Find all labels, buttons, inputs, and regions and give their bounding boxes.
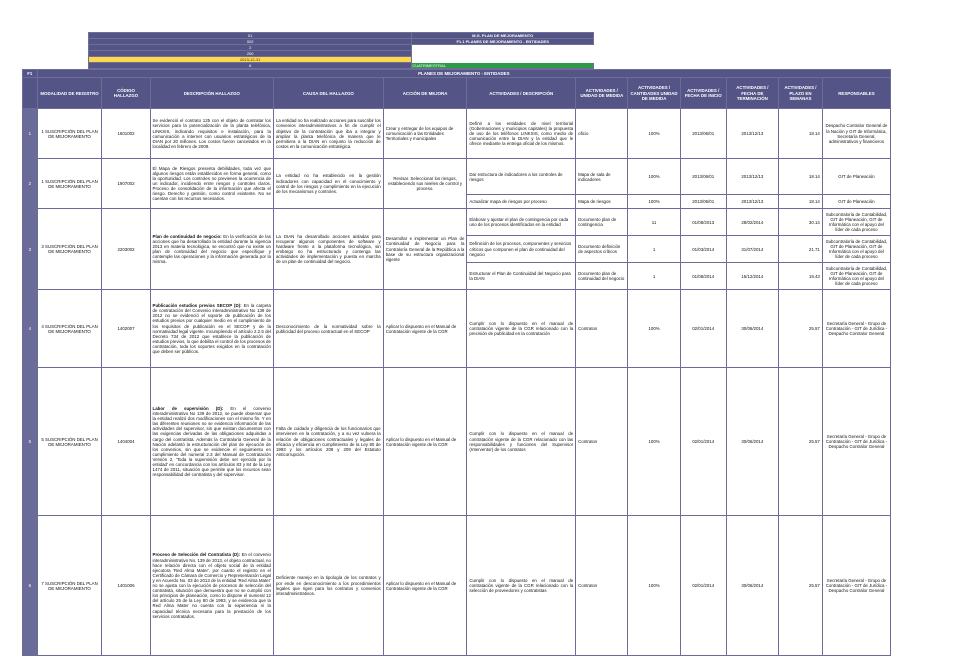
plazo-cell: 25.57 — [778, 516, 822, 656]
fin-cell: 2013/12/13 — [726, 109, 778, 159]
responsables-cell: Subcontraloría de Contabilidad, GIT de Planeación, GIT de Informática con el apoyo del líder de cada proceso — [822, 263, 890, 290]
header-key: 2013-12-31 — [89, 57, 412, 63]
fin-cell: 2013/12/13 — [726, 195, 778, 209]
header-key: 01 — [89, 33, 412, 39]
actividad-cell: Cumplir con lo dispuesto en el manual de contratación vigente de la CGR relacionado con las responsabilidades y funciones del Supervisor (Interventor) de los contratos — [467, 368, 576, 516]
table-row — [23, 109, 891, 159]
row-number: 3 — [23, 209, 38, 290]
accion-cell: Revisar. Seleccionar los riesgos, estableciendo sus niveles de control y proceso. — [383, 159, 467, 209]
header-value: M.G. PLAN DE MEJORAMIENTO — [412, 33, 594, 39]
row-number: 1 — [23, 109, 38, 159]
codigo-cell: 1404004 — [102, 368, 150, 516]
modalidad-cell: 4 SUSCRIPCIÓN DEL PLAN DE MEJORAMIENTO — [37, 290, 102, 368]
actividad-cell: Actualizar mapa de riesgos por proceso — [467, 195, 576, 209]
descripcion-cell — [150, 368, 273, 516]
actividad-cell: Definir a los entidades de nivel territorial (Gobernaciones y municipios capitales) la propuesta de uso de los teléfonos LINKSIS, como medio de comunicación entre la DIAN y la entidad que le ofrece mediante la entrega oficial de los mismos. — [467, 109, 576, 159]
plazo-cell: 18.14 — [778, 109, 822, 159]
fin-cell: 30/06/2014 — [726, 516, 778, 656]
column-header: ACTIVIDADES / FECHA DE INICIO — [680, 78, 726, 109]
column-header: ACTIVIDADES / FECHA DE TERMINACIÓN — [726, 78, 778, 109]
header-value: F1.1 PLANES DE MEJORAMIENTO - ENTIDADES — [412, 39, 594, 45]
actividad-cell: Cumplir con lo dispuesto en el manual de contratación vigente de la CGR relacionado con la precisión de publicidad en la contratación — [467, 290, 576, 368]
causa-cell: La DIAN ha desarrollado acciones aisladas para recuperar algunos componentes de software y hardware frente a la plataforma tecnológica, sin embargo no ha estructurado y contenga las actividades de implementación y puesta en marcha de un plan de continuidad del negocio. — [273, 209, 383, 290]
causa-cell: Desconocimiento de la normatividad sobre la publicidad del proceso contractual en el SECOP — [273, 290, 383, 368]
plazo-cell: 18.14 — [778, 195, 822, 209]
header-key: 2 — [89, 45, 412, 51]
modalidad-cell: 1 SUSCRIPCIÓN DEL PLAN DE MEJORAMIENTO — [37, 159, 102, 209]
causa-cell: Falta de cuidado y diligencia de los funcionarios que intervienen en la contratación, y a su vez vulnera la relación de obligaciones contractuales y legales de eficacia y eficiencia en cumplimiento de la Ley 80 de 1993 y los artículos 208 y 209 del Estatuto Anticorrupción. — [273, 368, 383, 516]
cantidad-cell: 100% — [628, 290, 680, 368]
causa-cell: La entidad no ha realizado acciones para suscribir los convenios interadministrativos a fin de cumplir el objetivo de la contratación que iba a integrar y ampliar la planta telefónica de manera que le permitiera a la DIAN en conjunto la reducción de costos en la comunicación estratégica. — [273, 109, 383, 159]
responsables-cell: Secretaría General - Grupo de Contratación - GIT de Jurídica - Despacho Contralor General — [822, 290, 890, 368]
header-block — [88, 32, 594, 69]
descripcion-title: Labor de supervisión (D): — [152, 405, 224, 411]
accion-cell: Aplicar lo dispuesto en el Manual de Contratación vigente de la CGR — [383, 290, 467, 368]
unidad-cell: Contratos — [576, 368, 628, 516]
column-header: ACCIÓN DE MEJORA — [383, 78, 467, 109]
descripcion-cell: El Mapa de Riesgos presenta debilidades, toda vez que algunos riesgos están establecidos en forma general, como la oportunidad. Los controles no previenen la ocurrencia de un indicador, incidiendo entre riesgos y controles claros. Proceso de consolidación de la información que afecta el riesgo. Derecho y gestión, como control existente. No se cuentan con los recursos necesarios. — [150, 159, 273, 209]
descripcion-text: En el convenio interadministrativo No 139 de 2012, se puede observar que la entidad realizó dos modificaciones con el mismo fin. Y en las diferentes reuniones no se evidencia información de las actividades del supervisor, sin que existan documentos con las exigencias derivadas de las obligaciones adquiridas a cargo del contratista. Además la Contraloría General de la Nación adelantó la estructuración del plan de ejecución de los convenios, sin que se evidencie el seguimiento en cumplimiento del numeral 2.3 del Manual de Contratación Versión 2, 'Toda la supervisión debe ser ejercida por la entidad' en concordancia con los artículos 83 y 84 de la Ley 1474 de 2011, situación que permite que los recursos sean responsabilidad del contratista y del supervisor. — [152, 405, 271, 478]
inicio-cell: 2013/06/01 — [680, 109, 726, 159]
cantidad-cell: 100% — [628, 368, 680, 516]
responsables-cell: Secretaría General - Grupo de Contratación - GIT de Jurídica - Despacho Contralor General — [822, 368, 890, 516]
causa-cell: La entidad no ha establecido en la gestión indicadores con capacidad en el conocimiento y control de los riesgos y cumplimiento en la ejecución de los mecanismos y controles. — [273, 159, 383, 209]
plazo-cell: 30.14 — [778, 209, 822, 236]
plazo-cell: 21.71 — [778, 236, 822, 263]
unidad-cell: Contratos — [576, 290, 628, 368]
actividad-cell: Cumplir con lo dispuesto en el manual de contratación vigente de la CGR relacionado con la selección de proveedores y contratistas — [467, 516, 576, 656]
band-label: F1 — [23, 70, 38, 78]
fin-cell: 28/02/2014 — [726, 209, 778, 236]
unidad-cell: Mapa de sala de indicadores — [576, 159, 628, 195]
cantidad-cell: 100% — [628, 516, 680, 656]
accion-cell: Desarrollar e implementar un Plan de Continuidad de Negocio para la Contraloría General de la República a la base de su estructura organizacional vigente — [383, 209, 467, 290]
fin-cell: 30/06/2014 — [726, 368, 778, 516]
column-header: MODALIDAD DE REGISTRO — [37, 78, 102, 109]
header-value: CUATRIMESTRAL — [412, 63, 594, 69]
column-header: CÓDIGO HALLAZGO — [102, 78, 150, 109]
accion-cell: Crear y entregar de los equipos de comunicación a las Entidades Territoriales y municipales — [383, 109, 467, 159]
unidad-cell: Documento plan de contingencia — [576, 209, 628, 236]
codigo-cell: 1402007 — [102, 290, 150, 368]
column-header: RESPONSABLES — [822, 78, 890, 109]
descripcion-title: Plan de continuidad de negocio: — [152, 233, 222, 239]
actividad-cell: Dar estructura de indicadores a los controles de riesgos — [467, 159, 576, 195]
inicio-cell: 02/01/2014 — [680, 516, 726, 656]
responsables-cell: Subcontraloría de Contabilidad, GIT de Planeación, GIT de Informática con el apoyo del líder de cada proceso — [822, 236, 890, 263]
cantidad-cell: 11 — [628, 209, 680, 236]
descripcion-cell: Se evidenció el contrato 125 con el objeto de contratar los servicios para la potencialización de la planta telefónica, LINKSIS, indicando requisitos e instalación, para la comunicación a internet con usuarios estratégicos de la DIAN por 20 millones. Los costos fueron cancelados en la localidad en febrero de 2009. — [150, 109, 273, 159]
responsables-cell: Despacho Contralor General de la Nación y GIT de Informática, Secretaría General, administrativos y financieros — [822, 109, 890, 159]
column-header: ACTIVIDADES / UNIDAD DE MEDIDA — [576, 78, 628, 109]
actividad-cell: Definición de los procesos, componentes y servicios críticos que componen el plan de continuidad del negocio — [467, 236, 576, 263]
descripcion-title: Proceso de Selección del Contratista (D): — [152, 552, 241, 558]
inicio-cell: 2013/06/01 — [680, 159, 726, 195]
column-header: ACTIVIDADES / DESCRIPCIÓN — [467, 78, 576, 109]
unidad-cell: Mapa de riesgos — [576, 195, 628, 209]
descripcion-cell — [150, 290, 273, 368]
plazo-cell: 25.57 — [778, 290, 822, 368]
cantidad-cell: 100% — [628, 159, 680, 195]
inicio-cell: 02/01/2014 — [680, 368, 726, 516]
row-number: 5 — [23, 368, 38, 516]
modalidad-cell: 7 SUSCRIPCIÓN DEL PLAN DE MEJORAMIENTO — [37, 516, 102, 656]
descripcion-text: En el convenio interadministrativo No. 139 de 2013, el objeto contractual, no hace relación directa con el objeto social de la entidad ejecutora 'Red Alma Mater', por cuanto el registro en el Certificado de Cámara de Comercio y Representación Legal y en Acuerdo No. 03 de 2013 de la entidad 'Red Alma Mater' no se ajusta con la ejecución de procesos de selección del contratista, situación que demuestra que no se cumplió con los principios de planeación, como lo dispone el numeral 12 del artículo 25 de la Ley 80 de 1993, y se evidencia que la Red Alma Mater no cuenta con la experiencia ni la capacidad técnica necesaria para la prestación de los servicios contratados. — [152, 552, 271, 619]
descripcion-title: Publicación estudios previos SECOP (D): — [152, 303, 242, 309]
table-row — [23, 290, 891, 368]
header-key: 6 — [89, 63, 412, 69]
column-header: CAUSA DEL HALLAZGO — [273, 78, 383, 109]
responsables-cell: GIT de Planeación — [822, 159, 890, 195]
descripcion-cell — [150, 516, 273, 656]
header-number — [23, 78, 38, 109]
fin-cell: 31/07/2014 — [726, 236, 778, 263]
inicio-cell: 01/08/2014 — [680, 263, 726, 290]
accion-cell: Aplicar lo dispuesto en el Manual de Contratación vigente de la CGR — [383, 516, 467, 656]
row-number: 6 — [23, 516, 38, 656]
inicio-cell: 2013/06/01 — [680, 195, 726, 209]
column-header: ACTIVIDADES / CANTIDADES UNIDAD DE MEDIDA — [628, 78, 680, 109]
header-key: 200 — [89, 51, 412, 57]
inicio-cell: 01/03/2014 — [680, 236, 726, 263]
modalidad-cell: 5 SUSCRIPCIÓN DEL PLAN DE MEJORAMIENTO — [37, 368, 102, 516]
causa-cell: Deficiente manejo en la tipología de los contratos y por ende en desconocimiento a los procedimientos legales que rigen para los contratos y convenios interadministrativos. — [273, 516, 383, 656]
descripcion-cell — [150, 209, 273, 290]
codigo-cell: 1401006 — [102, 516, 150, 656]
inicio-cell: 02/01/2014 — [680, 290, 726, 368]
cantidad-cell: 1 — [628, 236, 680, 263]
header-key: 002 — [89, 39, 412, 45]
row-number: 2 — [23, 159, 38, 209]
unidad-cell: oficio — [576, 109, 628, 159]
cantidad-cell: 100% — [628, 195, 680, 209]
fin-cell: 30/06/2014 — [726, 290, 778, 368]
modalidad-cell: 1 SUSCRIPCIÓN DEL PLAN DE MEJORAMIENTO — [37, 109, 102, 159]
unidad-cell: Documento plan de continuidad del negocio — [576, 263, 628, 290]
actividad-cell: Elaborar y ajustar el plan de contingencia por cada uno de los procesos identificados en la entidad — [467, 209, 576, 236]
descripcion-text: En la verificación de las acciones que ha desarrollado la entidad durante la vigencia 2013 en materia tecnológica, se encontró que no existe un plan de continuidad del negocio que especifique y contemple las operaciones y la información generada por la misma. — [152, 233, 271, 265]
band-title: PLANES DE MEJORAMIENTO - ENTIDADES — [37, 70, 890, 78]
plazo-cell: 19.43 — [778, 263, 822, 290]
codigo-cell: 1601002 — [102, 109, 150, 159]
responsables-cell: Subcontraloría de Contabilidad, GIT de Planeación, GIT de Informática con el apoyo del líder de cada proceso — [822, 209, 890, 236]
table-row — [23, 209, 891, 236]
column-header: ACTIVIDADES / PLAZO EN SEMANAS — [778, 78, 822, 109]
plazo-cell: 18.14 — [778, 159, 822, 195]
responsables-cell: Secretaría General - Grupo de Contratación - GIT de Jurídica - Despacho Contralor General — [822, 516, 890, 656]
accion-cell: Aplicar lo dispuesto en el Manual de Contratación vigente de la CGR — [383, 368, 467, 516]
responsables-cell: GIT de Planeación — [822, 195, 890, 209]
codigo-cell: 2203002 — [102, 209, 150, 290]
fin-cell: 15/12/2014 — [726, 263, 778, 290]
descripcion-text: En la carpeta de contratación del Convenio interadministrativo No 139 de 2012 no se evidenció el soporte de publicación de los estudios previos por cualquier medio en el cumplimiento de los requisitos de publicación en el SECOP y de la normatividad legal vigente. Incumpliendo el artículo 2.2.5 del Decreto 734 de 2012 que establece la publicación de estudios previos, lo que debilita el control de los procesos de contratación, toda los soportes exigidos en la contratación que deben ser públicos. — [152, 303, 271, 354]
modalidad-cell: 3 SUSCRIPCIÓN DEL PLAN DE MEJORAMIENTO — [37, 209, 102, 290]
inicio-cell: 01/08/2013 — [680, 209, 726, 236]
improvement-plan-table — [22, 69, 891, 656]
plazo-cell: 25.57 — [778, 368, 822, 516]
actividad-cell: Estructurar el Plan de Continuidad del Negocio para la DIAN — [467, 263, 576, 290]
codigo-cell: 1907002 — [102, 159, 150, 209]
table-row — [23, 159, 891, 195]
column-header: DESCRIPCIÓN HALLAZGO — [150, 78, 273, 109]
unidad-cell: Documento definición de aspectos críticos — [576, 236, 628, 263]
cantidad-cell: 1 — [628, 263, 680, 290]
table-row — [23, 368, 891, 516]
table-row — [23, 516, 891, 656]
fin-cell: 2013/12/13 — [726, 159, 778, 195]
row-number: 4 — [23, 290, 38, 368]
cantidad-cell: 100% — [628, 109, 680, 159]
unidad-cell: Contratos — [576, 516, 628, 656]
